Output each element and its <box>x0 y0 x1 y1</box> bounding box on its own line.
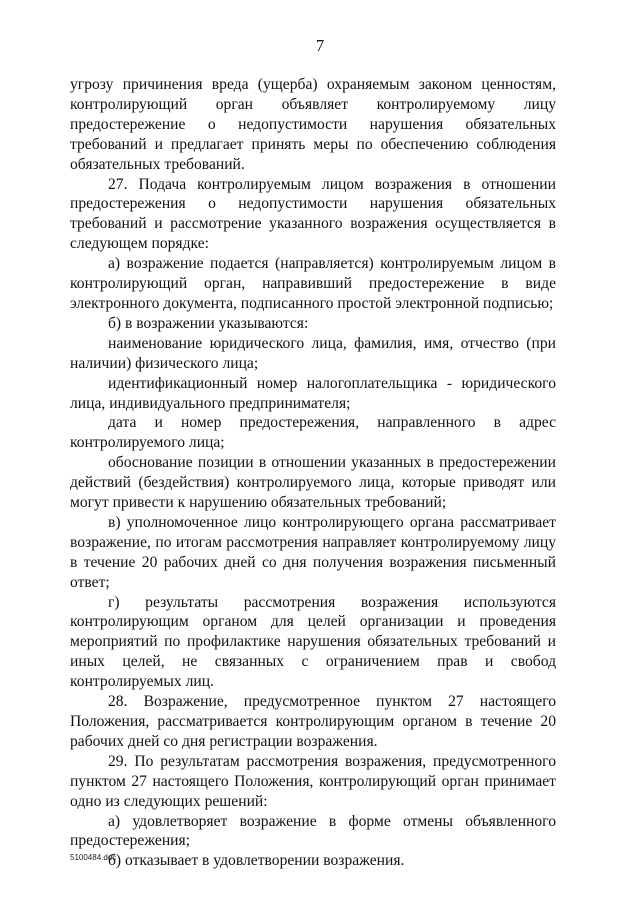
paragraph: в) уполномоченное лицо контролирующего органа рассматривает возражение, по итогам рассмотрения направляет контролируемому лицу в течение 20 рабочих дней со дня получения возражения письменный ответ; <box>70 513 556 591</box>
paragraph: г) результаты рассмотрения возражения используются контролирующим органом для целей организации и проведения мероприятий по профилактике нарушения обязательных требований и иных целей, не связанных с ограничением прав и свобод контролируемых лиц. <box>70 593 556 691</box>
paragraph: угрозу причинения вреда (ущерба) охраняемым законом ценностям, контролирующий орган объявляет контролируемому лицу предостережение о недопустимости нарушения обязательных требований и предлагает принять меры по обеспечению соблюдения обязательных требований. <box>70 76 556 173</box>
paragraph: 28. Возражение, предусмотренное пунктом 27 настоящего Положения, рассматривается контролирующим органом в течение 20 рабочих дней со дня регистрации возражения. <box>70 693 556 750</box>
paragraph: а) возражение подается (направляется) контролируемым лицом в контролирующий орган, направивший предостережение в виде электронного документа, подписанного простой электронной подписью; <box>70 255 556 312</box>
paragraph: дата и номер предостережения, направленного в адрес контролируемого лица; <box>70 414 556 452</box>
paragraph: а) удовлетворяет возражение в форме отмены объявленного предостережения; <box>70 812 556 850</box>
paragraph: наименование юридического лица, фамилия, имя, отчество (при наличии) физического лица; <box>70 334 556 372</box>
paragraph: обоснование позиции в отношении указанных в предостережении действий (бездействия) контролируемого лица, которые приводят или могут привести к нарушению обязательных требований; <box>70 454 556 512</box>
page-number: 7 <box>315 36 325 55</box>
paragraph: 27. Подача контролируемым лицом возражения в отношении предостережения о недопустимости нарушения обязательных требований и рассмотрение указанного возражения осуществляется в следующем порядке: <box>70 175 556 253</box>
paragraph: идентификационный номер налогоплательщика - юридического лица, индивидуального предпринимателя; <box>70 374 556 412</box>
paragraph: б) отказывает в удовлетворении возражения. <box>108 852 405 870</box>
document-footer-filename: 5100484.doc <box>70 853 117 862</box>
document-body <box>70 75 556 871</box>
paragraph: б) в возражении указываются: <box>108 314 309 332</box>
paragraph: 29. По результатам рассмотрения возражения, предусмотренного пунктом 27 настоящего Положения, контролирующий орган принимает одно из следующих решений: <box>70 752 556 810</box>
